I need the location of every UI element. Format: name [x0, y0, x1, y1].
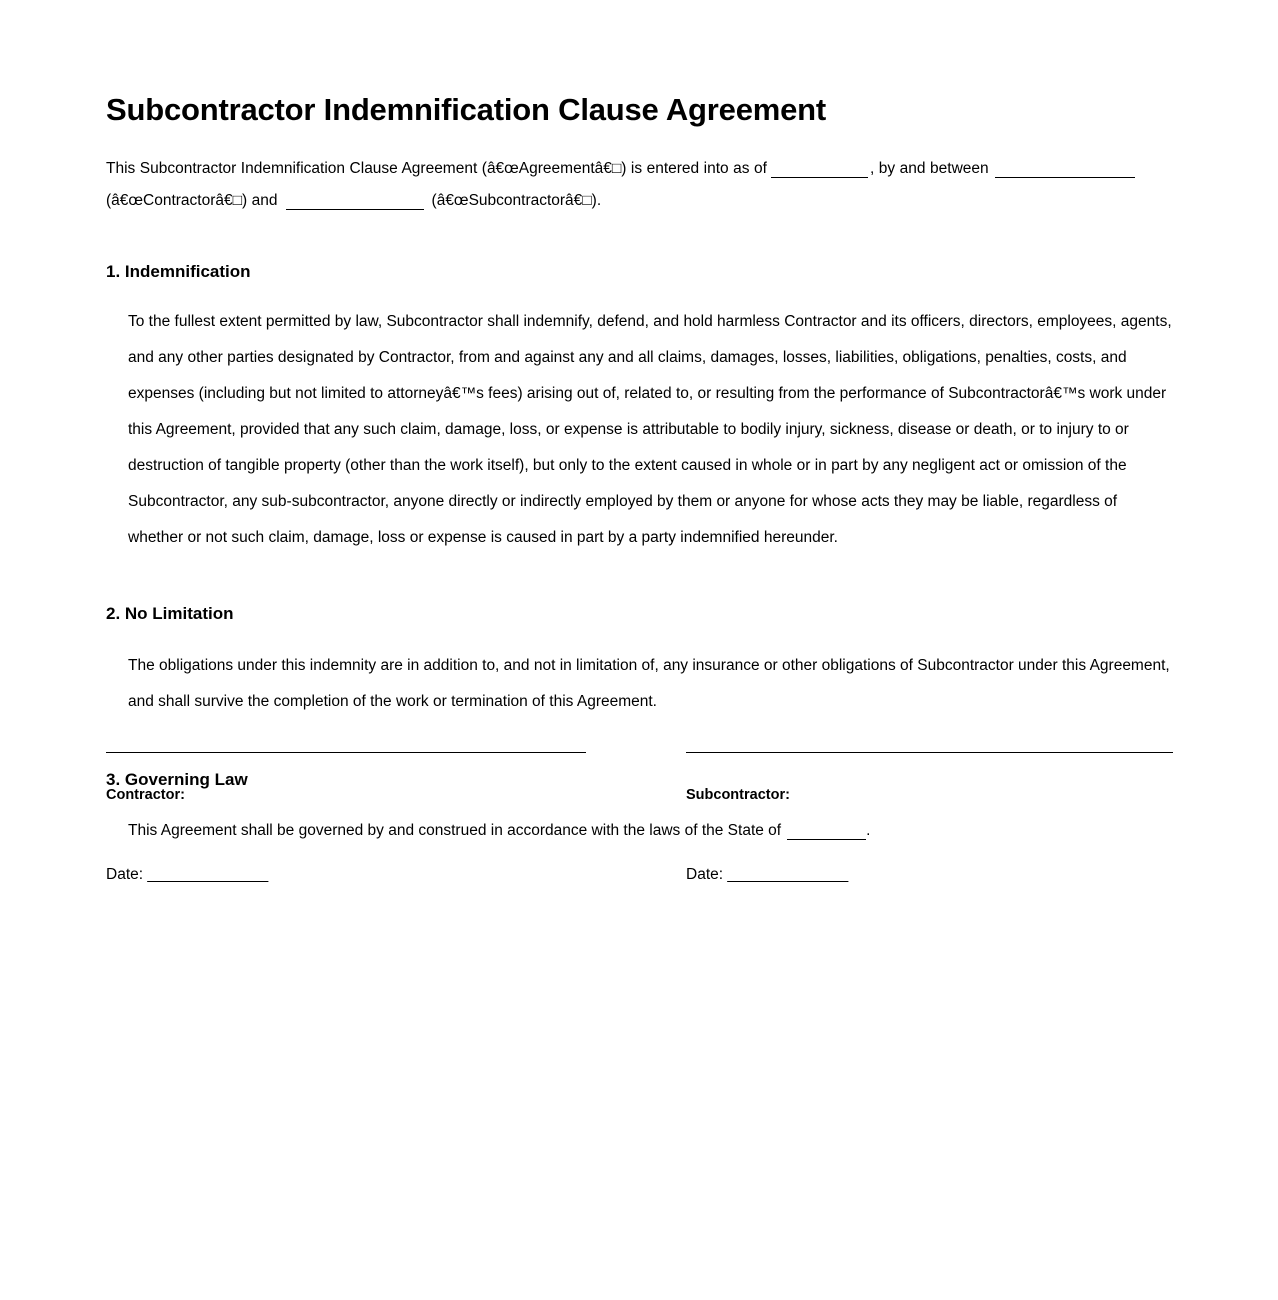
intro-text-part-4: (â€œSubcontractorâ€□).: [431, 191, 602, 209]
subcontractor-date-label: Date:: [686, 866, 724, 883]
document-content: [106, 0, 1172, 849]
section-body-no-limitation: The obligations under this indemnity are in addition to, and not in limitation of, any insurance or other obligations of Subcontractor under this Agreement, and shall survive the completion of the work or termination of this Agreement.: [128, 657, 1170, 711]
contractor-date-label: Date:: [106, 866, 144, 883]
intro-text-part-2: , by and between: [869, 159, 989, 177]
section-body-indemnification: To the fullest extent permitted by law, Subcontractor shall indemnify, defend, and hold harmless Contractor and its officers, directors, employees, agents, and any other parties designated by Contractor, from and against any and all claims, damages, losses, liabilities, obligations, penalties, costs, and expenses (including but not limited to attorneyâ€™s fees) arising out of, related to, or resulting from the performance of Subcontractorâ€™s work under this Agreement, provided that any such claim, damage, loss, or expense is attributable to bodily injury, sickness, disease or death, or to injury to or destruction of tangible property (other than the work itself), but only to the extent caused in whole or in part by any negligent act or omission of the Subcontractor, any sub-subcontractor, anyone directly or indirectly employed by them or anyone for whose acts they may be liable, regardless of whether or not such claim, damage, loss or expense is caused in part by a party indemnified hereunder.: [128, 313, 1172, 547]
page-title: Subcontractor Indemnification Clause Agreement: [106, 92, 826, 127]
section-heading-governing-law: 3. Governing Law: [106, 770, 248, 790]
contractor-name-blank[interactable]: [995, 159, 1135, 178]
contractor-date-row: [106, 803, 586, 884]
intro-paragraph: [106, 128, 1172, 217]
contractor-label: Contractor:: [106, 787, 185, 803]
intro-text-part-1: This Subcontractor Indemnification Clause Agreement (â€œAgreementâ€□) is entered into as of: [106, 159, 767, 177]
section-heading-indemnification: 1. Indemnification: [106, 261, 251, 281]
section-heading-no-limitation: 2. No Limitation: [106, 604, 234, 624]
contractor-signature-column: [106, 752, 586, 884]
subcontractor-label: Subcontractor:: [686, 787, 790, 803]
subcontractor-signature-column: [686, 752, 1173, 884]
governing-law-text-suffix: .: [866, 821, 871, 839]
contractor-date-blank[interactable]: _______________: [147, 866, 268, 883]
intro-text-part-3: (â€œContractorâ€□) and: [106, 191, 278, 209]
subcontractor-name-blank[interactable]: [286, 191, 424, 210]
subcontractor-date-row: [686, 803, 1173, 884]
governing-law-text-prefix: This Agreement shall be governed by and construed in accordance with the laws of the State of: [128, 821, 782, 839]
signature-block: [106, 752, 1172, 922]
agreement-date-blank[interactable]: [771, 159, 868, 178]
subcontractor-date-blank[interactable]: _______________: [727, 866, 848, 883]
